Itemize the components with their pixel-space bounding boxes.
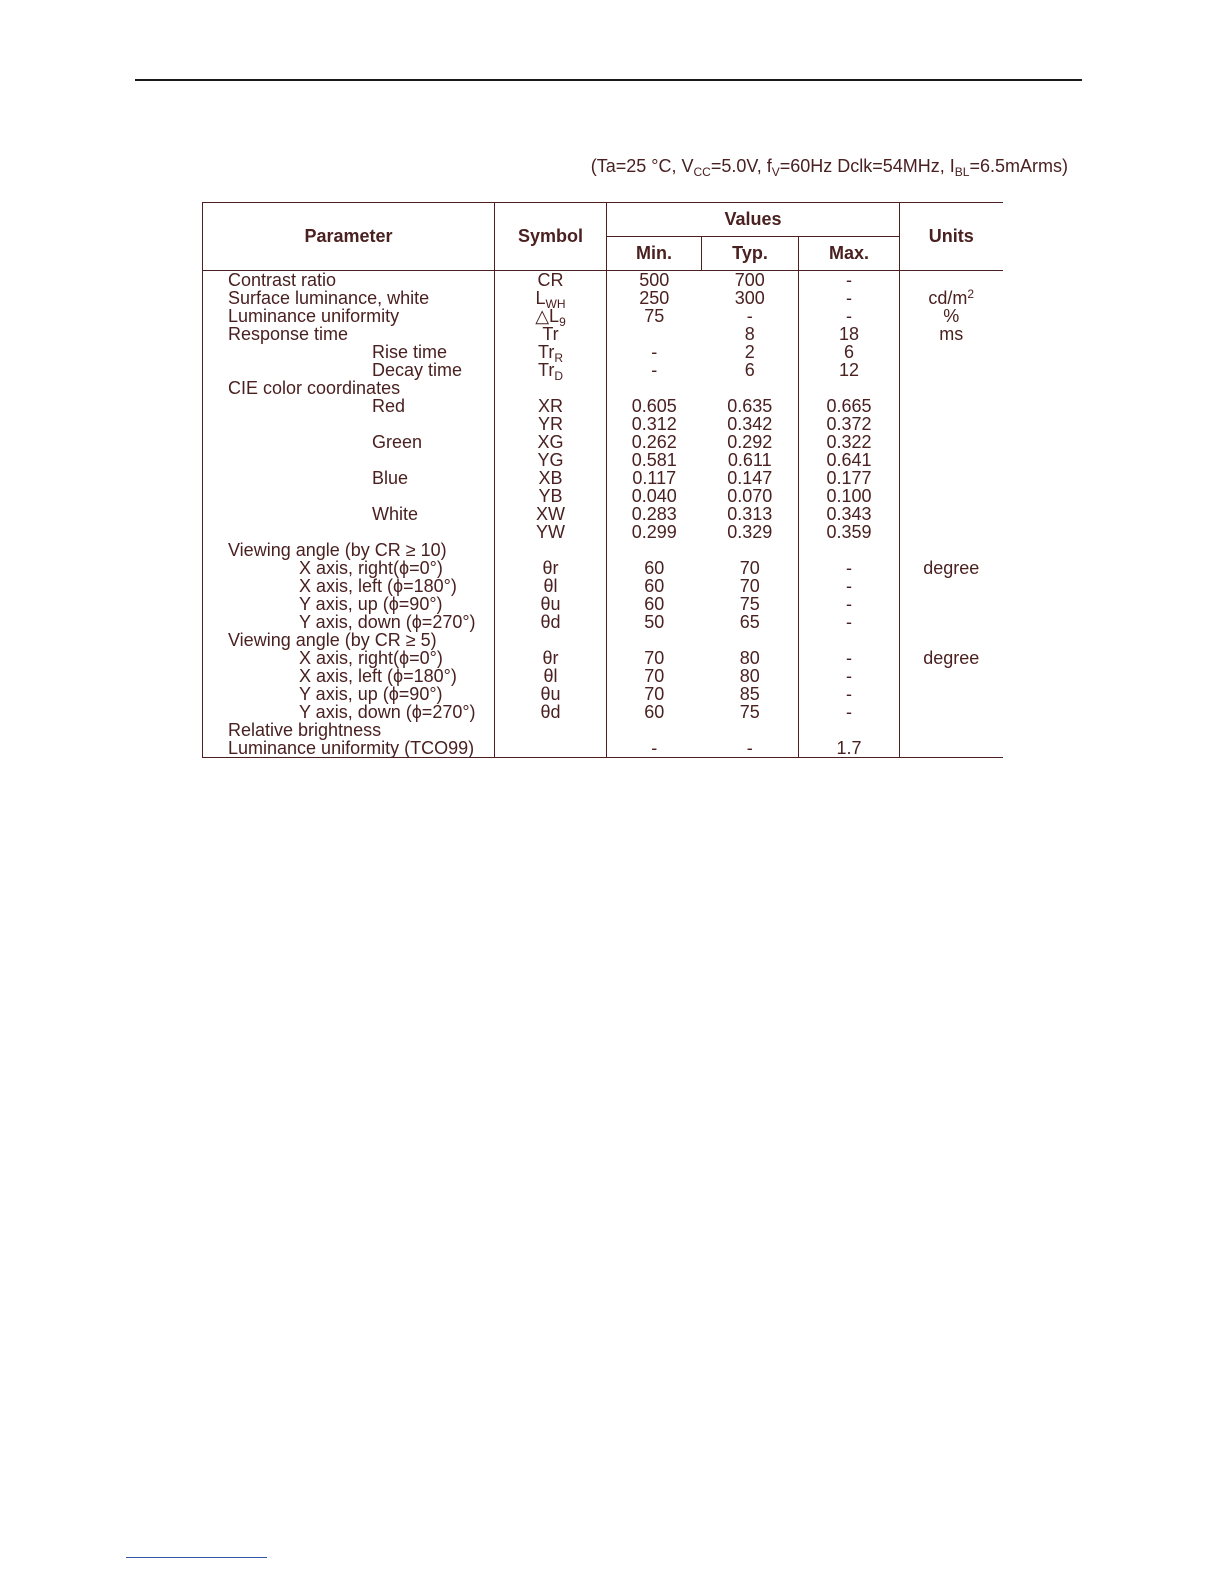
view-label: X axis, left (ϕ=180°) <box>299 666 457 686</box>
value-max: 6 <box>844 342 855 362</box>
param-tco99: Luminance uniformity (TCO99) <box>228 738 475 758</box>
symbol-yw: YW <box>536 522 565 542</box>
param-decay: Decay time <box>372 360 463 380</box>
value-max: 0.665 <box>826 396 872 416</box>
value-typ: - <box>746 738 753 758</box>
symbol-cr: CR <box>537 270 564 290</box>
value-max: 18 <box>838 324 860 344</box>
value-max: - <box>846 576 852 596</box>
symbol-theta: θd <box>540 702 561 722</box>
value-typ: 0.147 <box>727 468 773 488</box>
value-unit <box>900 739 1003 757</box>
value-min: 50 <box>644 612 665 632</box>
value-min: - <box>651 360 658 380</box>
symbol-xw: XW <box>536 504 565 524</box>
param-response: Response time <box>228 324 349 344</box>
value-min: 250 <box>639 288 670 308</box>
symbol-tr-d: $Tr_D$ <box>538 360 563 383</box>
symbol-yb: YB <box>538 486 563 506</box>
param-contrast: Contrast ratio <box>228 270 337 290</box>
value-max: - <box>846 594 852 614</box>
value-max: 0.372 <box>826 414 872 434</box>
table-row <box>203 307 1003 325</box>
value-max: 0.343 <box>826 504 872 524</box>
symbol-theta: θd <box>540 612 561 632</box>
value-min: 60 <box>644 702 665 722</box>
table-row <box>203 325 1003 379</box>
view-label: Y axis, down (ϕ=270°) <box>299 612 476 632</box>
value-min: 500 <box>639 270 670 290</box>
symbol-lwh: $L_{WH}$ <box>535 288 566 311</box>
value-typ: 70 <box>739 558 760 578</box>
value-max: 12 <box>838 360 860 380</box>
value-typ: 8 <box>744 324 755 344</box>
value-max: 0.322 <box>826 432 872 452</box>
header-min: Min. <box>607 237 702 271</box>
value-unit: $cd/m^2$ <box>928 287 975 308</box>
symbol-delta-l9: $\triangle L_9$ <box>535 306 566 329</box>
test-conditions: (Ta=25 °C, $V_{CC}=5.0V$, $f_V=60Hz$ Dclk=54MHz, $I_{BL}=6.5mArms$) <box>590 156 1068 179</box>
value-min: 70 <box>644 648 665 668</box>
value-unit: degree <box>923 558 980 578</box>
value-typ: 80 <box>739 648 760 668</box>
param-relative-brightness: Relative brightness <box>228 720 382 740</box>
view-label: X axis, left (ϕ=180°) <box>299 576 457 596</box>
symbol-theta: θu <box>540 594 561 614</box>
cie-label-red: Red <box>372 396 406 416</box>
symbol-xg: XG <box>537 432 564 452</box>
header-typ: Typ. <box>702 237 799 271</box>
value-unit <box>900 271 1003 289</box>
value-min: 0.605 <box>631 396 677 416</box>
header-symbol: Symbol <box>495 203 607 271</box>
value-min: 70 <box>644 666 665 686</box>
value-max: 0.100 <box>826 486 872 506</box>
value-typ: 75 <box>739 702 760 722</box>
value-max: - <box>846 648 852 668</box>
value-max: - <box>846 288 852 308</box>
header-units: Units <box>900 203 1003 271</box>
value-typ: 85 <box>739 684 760 704</box>
symbol-theta: θl <box>543 576 558 596</box>
value-max: - <box>846 270 852 290</box>
value-typ: 0.342 <box>727 414 773 434</box>
symbol-yg: YG <box>537 450 564 470</box>
value-max: 0.177 <box>826 468 872 488</box>
optical-spec-table <box>202 202 1003 758</box>
cie-label-green: Green <box>372 432 423 452</box>
value-typ: 6 <box>744 360 755 380</box>
value-min: 0.117 <box>632 468 677 488</box>
view-label: Y axis, up (ϕ=90°) <box>299 684 443 704</box>
symbol-theta: θr <box>542 558 559 578</box>
value-unit: degree <box>923 648 980 668</box>
symbol-yr: YR <box>537 414 563 434</box>
header-values: Values <box>607 203 900 237</box>
table-row <box>203 271 1003 290</box>
symbol-xb: XB <box>538 468 563 488</box>
view-label: Y axis, up (ϕ=90°) <box>299 594 443 614</box>
value-max: 0.359 <box>826 522 872 542</box>
value-max: - <box>846 306 852 326</box>
top-rule <box>135 79 1082 81</box>
symbol-tr-r: $Tr_R$ <box>538 342 563 365</box>
param-viewing-cr10: Viewing angle (by CR ≥ 10) <box>228 540 447 560</box>
value-max: - <box>846 558 852 578</box>
value-min: 0.312 <box>631 414 677 434</box>
symbol-theta: θl <box>543 666 558 686</box>
value-min: 0.283 <box>631 504 677 524</box>
value-typ: 0.611 <box>727 450 772 470</box>
value-typ: 0.329 <box>727 522 773 542</box>
value-min: 0.262 <box>631 432 677 452</box>
value-typ: 700 <box>734 270 765 290</box>
value-typ: 70 <box>739 576 760 596</box>
table-row <box>203 631 1003 721</box>
value-min <box>607 325 702 343</box>
table-row <box>203 541 1003 631</box>
value-min: - <box>651 738 658 758</box>
value-typ: - <box>746 306 753 326</box>
param-cie: CIE color coordinates <box>228 378 401 398</box>
value-typ: 0.292 <box>727 432 773 452</box>
value-typ: 75 <box>739 594 760 614</box>
value-typ: 300 <box>734 288 765 308</box>
table-row <box>203 721 1003 758</box>
value-min: 70 <box>644 684 665 704</box>
value-typ: 2 <box>744 342 755 362</box>
value-unit: % <box>943 306 960 326</box>
value-unit: ms <box>939 324 964 344</box>
symbol-theta: θr <box>542 648 559 668</box>
footer-link-underline[interactable] <box>126 1557 267 1558</box>
value-max: 0.641 <box>826 450 872 470</box>
value-typ: 80 <box>739 666 760 686</box>
symbol-relative <box>495 739 606 757</box>
symbol-tr: Tr <box>542 324 559 344</box>
cie-label-white: White <box>372 504 419 524</box>
param-uniformity: Luminance uniformity <box>228 306 400 326</box>
value-min: 0.581 <box>631 450 677 470</box>
value-max: - <box>846 702 852 722</box>
value-min: 60 <box>644 594 665 614</box>
value-min: 60 <box>644 576 665 596</box>
header-max: Max. <box>799 237 900 271</box>
value-min: 60 <box>644 558 665 578</box>
param-luminance: Surface luminance, white <box>228 288 430 308</box>
value-min: 0.299 <box>631 522 677 542</box>
value-max: - <box>846 666 852 686</box>
param-rise: Rise time <box>372 342 448 362</box>
table-row <box>203 379 1003 541</box>
value-max: 1.7 <box>836 738 862 758</box>
param-viewing-cr5: Viewing angle (by CR ≥ 5) <box>228 630 437 650</box>
table-row <box>203 289 1003 307</box>
view-label: Y axis, down (ϕ=270°) <box>299 702 476 722</box>
value-typ: 0.635 <box>727 396 773 416</box>
symbol-theta: θu <box>540 684 561 704</box>
value-min: 75 <box>644 306 665 326</box>
header-parameter: Parameter <box>203 203 495 271</box>
value-max: - <box>846 684 852 704</box>
value-min: 0.040 <box>631 486 677 506</box>
value-typ: 65 <box>739 612 760 632</box>
symbol-xr: XR <box>537 396 563 416</box>
value-typ: 0.313 <box>727 504 773 524</box>
view-label: X axis, right(ϕ=0°) <box>299 648 443 668</box>
value-min: - <box>651 342 658 362</box>
value-max: - <box>846 612 852 632</box>
value-typ: 0.070 <box>727 486 773 506</box>
view-label: X axis, right(ϕ=0°) <box>299 558 443 578</box>
cie-label-blue: Blue <box>372 468 409 488</box>
